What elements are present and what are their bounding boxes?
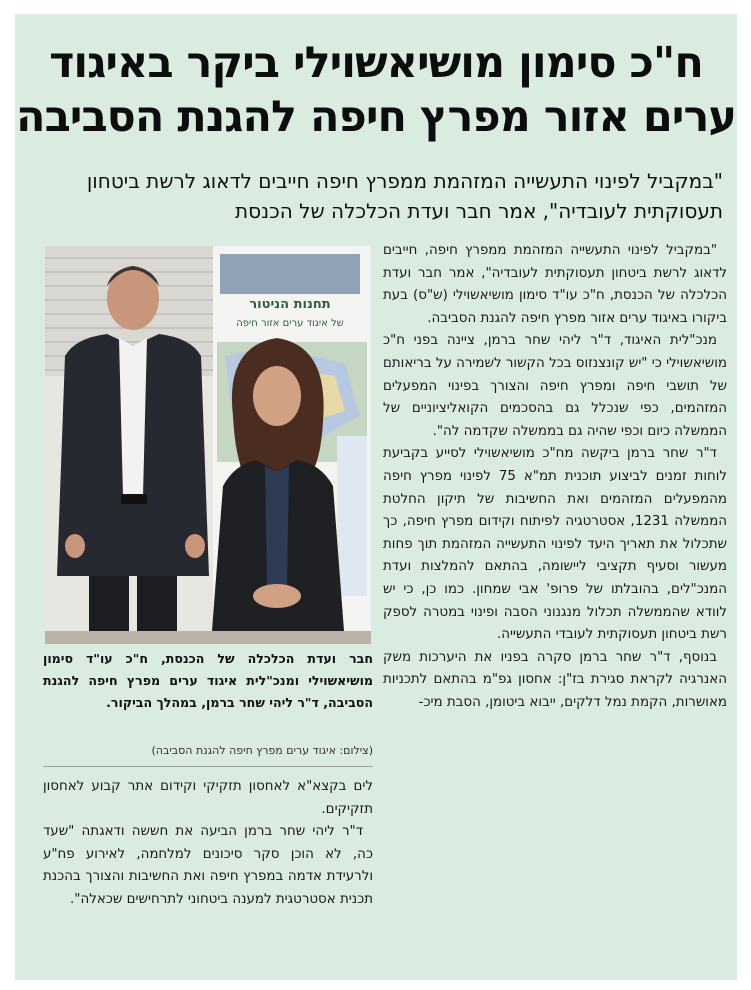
article-body-right-column bbox=[383, 240, 727, 714]
photo-caption: חבר ועדת הכלכלה של הכנסת, ח"כ עו"ד סימון מושיאשוילי ומנכ"לית איגוד ערים מפרץ חיפה להגנת הסביבה, ד"ר ליהי שחר ברמן, במהלך הביקור. bbox=[43, 651, 373, 710]
newspaper-page bbox=[15, 14, 737, 980]
body-paragraph-5: לים בקצא"א לאחסון תזקיקי וקידום אתר קבוע לאחסון תזקיקים. bbox=[43, 779, 373, 817]
headline-line-1: ח"כ סימון מושיאשוילי ביקר באיגוד bbox=[49, 38, 703, 88]
headline-line-2: ערים אזור מפרץ חיפה להגנת הסביבה bbox=[16, 92, 736, 142]
article-body-left-column bbox=[43, 776, 373, 912]
banner-sign-line-2: של איגוד ערים אזור חיפה bbox=[236, 318, 344, 329]
article-headline bbox=[15, 36, 737, 144]
body-paragraph-2: מנכ"לית האיגוד, ד"ר ליהי שחר ברמן, ציינה בפני ח"כ מושיאשוילי כי "יש קונצנזוס בכל הקשור לשמירה על בריאותם של תושבי חיפה ומפרץ חיפה והצורך בפינוי המפעלים המזהמים, כפי שנכלל גם בהסכמים הקואליציוניים של הממשלה כיום וכפי שהיה גם בממשלה שקדמה לה". bbox=[383, 333, 727, 439]
body-paragraph-6: ד"ר ליהי שחר ברמן הביעה את חששה ודאגתה "שעד כה, לא הוכן סקר סיכונים למלחמה, לאירוע פח"ע ולרעידת אדמה במפרץ חיפה ואת החשיבות והצורך בהכנת תכנית אסטרטגית למענה ביטחוני לתרחישים שכאלה". bbox=[43, 824, 373, 907]
banner-sign-line-1: תחנות הניטור bbox=[249, 297, 331, 312]
article-photo bbox=[45, 246, 371, 644]
photo-illustration bbox=[45, 246, 371, 644]
body-paragraph-3: ד"ר שחר ברמן ביקשה מח"כ מושיאשוילי לסייע בקביעת לוחות זמנים לביצוע תוכנית תמ"א 75 לפינוי מפרץ חיפה מהמפעלים המזהמים ואת החשיבות של תיקון החלטת הממשלה 1231, אסטרטגיה לפיתוח וקידום מפרץ חיפה, כך שתכלול את תאריך היעד לפינוי התעשייה המזהמת תוך פחות מעשור וסעיף תקציבי ליישומה, בהתאם להמלצות ועדת המנכ"לים, בהובלתו של פרופ' אבי שמחון. כמו כן, כי יש לוודא שהממשלה תכלול מנגנוני הסבה ופינוי במטרה לספק רשת ביטחון תעסוקתית לעובדי התעשייה. bbox=[383, 446, 727, 643]
body-paragraph-1: "במקביל לפינוי התעשייה המזהמת ממפרץ חיפה, חייבים לדאוג לרשת ביטחון תעסוקתית לעובדיה", אמר חבר ועדת הכלכלה של הכנסת, ח"כ עו"ד סימון מושיאשוילי (ש"ס) בעת ביקורו באיגוד ערים אזור מפרץ חיפה להגנת הסביבה. bbox=[383, 243, 727, 326]
body-paragraph-4: בנוסף, ד"ר שחר ברמן סקרה בפניו את היערכות משק האנרגיה לקראת סגירת בז"ן: אחסון גפ"מ בהתאם לתכניות מאושרות, הקמת נמל דלקים, ייבוא ביטומן, הסבת מיכ- bbox=[383, 649, 727, 710]
article-subhead: "במקביל לפינוי התעשייה המזהמת ממפרץ חיפה חייבים לדאוג לרשת ביטחון תעסוקתית לעובדיה", אמר חבר ועדת הכלכלה של הכנסת bbox=[86, 169, 723, 223]
photo-credit: (צילום: איגוד ערים מפרץ חיפה להגנת הסביבה) bbox=[151, 744, 373, 757]
caption-divider bbox=[43, 766, 373, 767]
